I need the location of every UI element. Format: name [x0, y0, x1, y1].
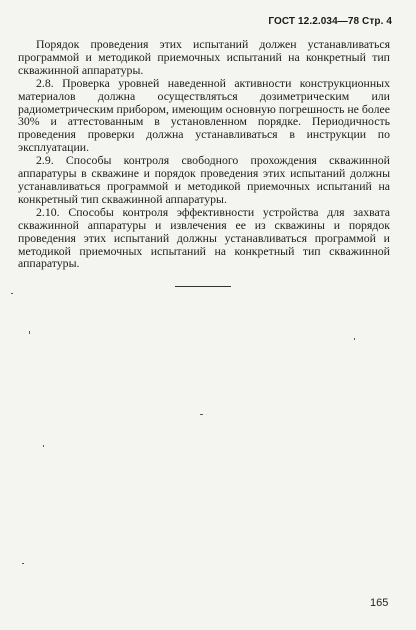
paragraph-continuation: Порядок проведения этих испытаний должен устанавливаться программой и методикой приемочных испытаний на конкретный тип скважинной аппаратуры. — [18, 37, 390, 77]
scan-speck — [29, 331, 30, 334]
scan-speck — [354, 338, 355, 340]
scan-speck — [43, 445, 44, 447]
end-divider — [175, 286, 231, 287]
scan-speck — [22, 563, 24, 564]
page-label: Стр. 4 — [362, 16, 392, 27]
page-number: 165 — [370, 597, 389, 609]
page-header — [268, 16, 392, 27]
paragraph-2-10: 2.10. Способы контроля эффективности устройства для захвата скважинной аппаратуры и извлечения ее из скважины и порядок проведения этих испытаний должны устанавливаться программой и методикой приемочных испытаний на конкретный тип скважинной аппаратуры. — [18, 204, 390, 271]
standard-code: ГОСТ 12.2.034—78 — [268, 16, 360, 27]
scan-speck — [200, 414, 203, 415]
paragraph-2-8: 2.8. Проверка уровней наведенной активности конструкционных материалов должна осуществляться дозиметрическим или радиометрическим прибором, имеющим основную погрешность не более 30% и аттестованным в установленном порядке. Периодичность проведения проверки должна устанавливаться в инструкции по эксплуатации. — [18, 75, 390, 155]
paragraph-2-9: 2.9. Способы контроля свободного прохождения скважинной аппаратуры в скважине и порядок проведения этих испытаний должны устанавливаться программой и методикой приемочных испытаний на конкретный тип скважинной аппаратуры. — [18, 153, 390, 206]
body-text — [18, 38, 390, 270]
scan-speck — [11, 293, 13, 294]
